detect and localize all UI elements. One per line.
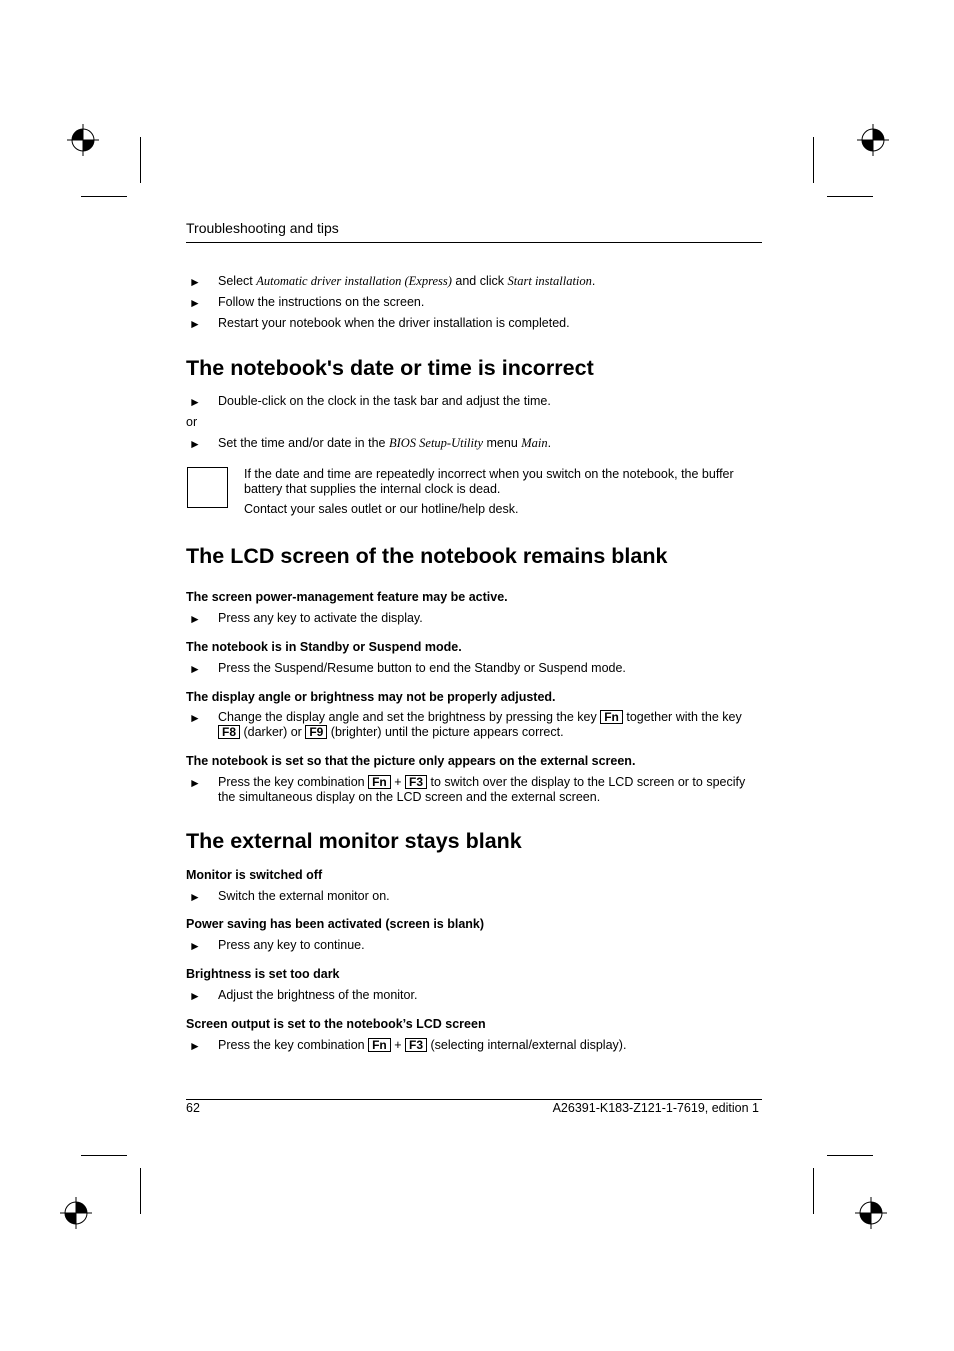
heading-lcd-blank: The LCD screen of the notebook remains blank (186, 544, 668, 568)
intro-step-1: Select Automatic driver installation (Express) and click Start installation. (218, 274, 596, 288)
bullet-icon: ► (189, 939, 201, 953)
lcd-action-3: Change the display angle and set the brightness by pressing the key Fn together with the key F8 (darker) or F9 (brighter) until the picture appears correct. (218, 710, 742, 739)
bullet-icon: ► (189, 437, 201, 451)
key-f3: F3 (405, 775, 427, 789)
crop-line (827, 1155, 873, 1156)
crop-line (813, 1168, 814, 1214)
footer-rule (186, 1099, 762, 1100)
registration-mark-icon (855, 1197, 887, 1229)
bullet-icon: ► (189, 890, 201, 904)
page-number: 62 (186, 1101, 200, 1115)
key-fn: Fn (368, 1038, 391, 1052)
intro-step-3: Restart your notebook when the driver installation is completed. (218, 316, 570, 330)
intro-step-2: Follow the instructions on the screen. (218, 295, 425, 309)
crop-line (81, 1155, 127, 1156)
or-text: or (186, 415, 198, 429)
key-fn: Fn (600, 710, 623, 724)
registration-mark-icon (857, 124, 889, 156)
note-text: If the date and time are repeatedly incorrect when you switch on the notebook, the buffer battery that supplies the internal clock is dead. (244, 467, 734, 496)
bullet-icon: ► (189, 711, 201, 725)
crop-line (827, 196, 873, 197)
cause-heading: The screen power-management feature may be active. (186, 590, 508, 604)
registration-mark-icon (60, 1197, 92, 1229)
running-header: Troubleshooting and tips (186, 220, 339, 236)
ext-action-3: Adjust the brightness of the monitor. (218, 988, 418, 1002)
bullet-icon: ► (189, 612, 201, 626)
bullet-icon: ► (189, 317, 201, 331)
note-icon (187, 467, 228, 508)
ext-action-2: Press any key to continue. (218, 938, 365, 952)
ext-action-1: Switch the external monitor on. (218, 889, 390, 903)
key-f3: F3 (405, 1038, 427, 1052)
bullet-icon: ► (189, 395, 201, 409)
crop-line (140, 137, 141, 183)
key-f8: F8 (218, 725, 240, 739)
lcd-action-4: Press the key combination Fn + F3 to switch over the display to the LCD screen or to specify the simultaneous display on the LCD screen and the external screen. (218, 775, 746, 804)
cause-heading: Monitor is switched off (186, 868, 323, 882)
header-rule (186, 242, 762, 243)
bullet-icon: ► (189, 776, 201, 790)
date-step-2: Set the time and/or date in the BIOS Setup-Utility menu Main. (218, 436, 552, 450)
cause-heading: Power saving has been activated (screen is blank) (186, 917, 485, 931)
ext-action-4: Press the key combination Fn + F3 (selecting internal/external display). (218, 1038, 627, 1052)
crop-line (813, 137, 814, 183)
crop-line (81, 196, 127, 197)
cause-heading: Screen output is set to the notebook’s LCD screen (186, 1017, 486, 1031)
note-contact: Contact your sales outlet or our hotline/help desk. (244, 502, 519, 516)
heading-date-time: The notebook's date or time is incorrect (186, 356, 594, 380)
document-id: A26391-K183-Z121-1-7619, edition 1 (552, 1101, 759, 1115)
cause-heading: The display angle or brightness may not be properly adjusted. (186, 690, 556, 704)
crop-line (140, 1168, 141, 1214)
cause-heading: Brightness is set too dark (186, 967, 340, 981)
bullet-icon: ► (189, 989, 201, 1003)
registration-mark-icon (67, 124, 99, 156)
bullet-icon: ► (189, 662, 201, 676)
key-fn: Fn (368, 775, 391, 789)
cause-heading: The notebook is in Standby or Suspend mode. (186, 640, 462, 654)
bullet-icon: ► (189, 296, 201, 310)
bullet-icon: ► (189, 1039, 201, 1053)
heading-external-monitor: The external monitor stays blank (186, 829, 522, 853)
date-step-1: Double-click on the clock in the task bar and adjust the time. (218, 394, 551, 408)
cause-heading: The notebook is set so that the picture only appears on the external screen. (186, 754, 636, 768)
key-f9: F9 (305, 725, 327, 739)
lcd-action-1: Press any key to activate the display. (218, 611, 423, 625)
bullet-icon: ► (189, 275, 201, 289)
lcd-action-2: Press the Suspend/Resume button to end the Standby or Suspend mode. (218, 661, 626, 675)
